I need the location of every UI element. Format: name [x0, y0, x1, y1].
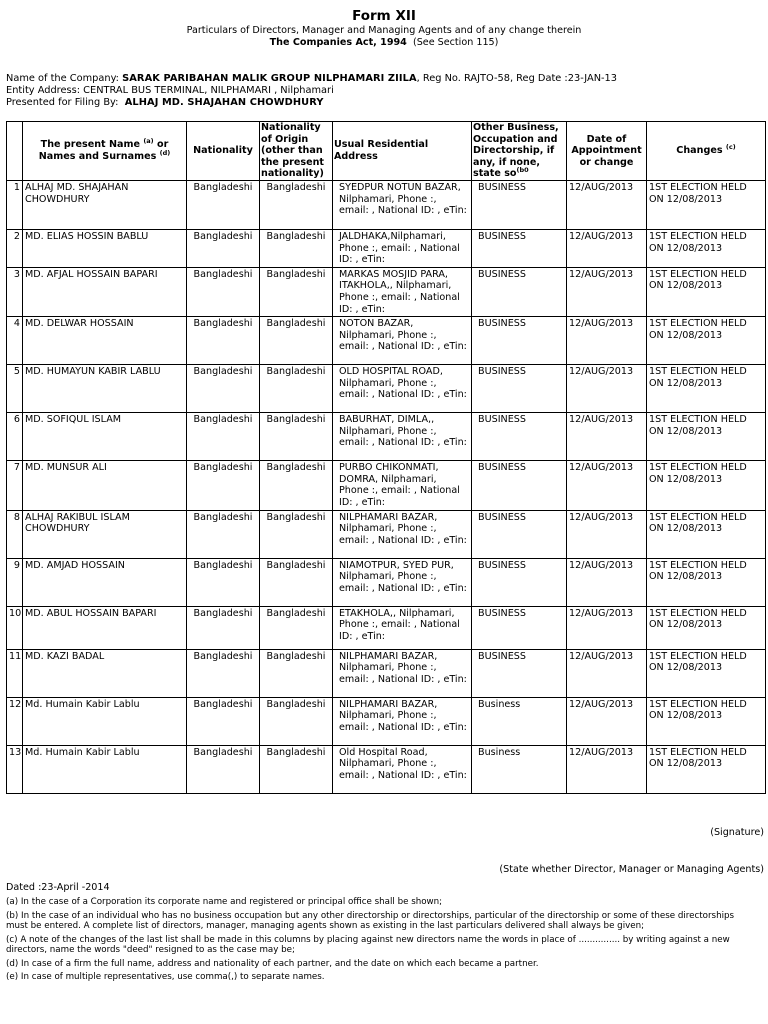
origin-cell: Bangladeshi	[260, 413, 333, 461]
occupation-cell: BUSINESS	[472, 558, 567, 606]
appointment-date: 12/AUG/2013	[567, 317, 647, 365]
appointment-date: 12/AUG/2013	[567, 745, 647, 793]
director-name: MD. AFJAL HOSSAIN BAPARI	[23, 267, 187, 316]
director-name: MD. ELIAS HOSSIN BABLU	[23, 230, 187, 268]
form-subtitle: Particulars of Directors, Manager and Managing Agents and of any change therein	[186, 25, 582, 36]
changes-cell: 1ST ELECTION HELD ON 12/08/2013	[647, 606, 766, 649]
directors-table	[6, 121, 766, 794]
director-name: MD. ABUL HOSSAIN BAPARI	[23, 606, 187, 649]
address-cell: PURBO CHIKONMATI, DOMRA, Nilphamari, Phone :, email: , National ID: , eTin:	[333, 461, 472, 510]
occupation-cell: BUSINESS	[472, 461, 567, 510]
occupation-cell: BUSINESS	[472, 230, 567, 268]
row-number: 10	[7, 606, 23, 649]
origin-cell: Bangladeshi	[260, 510, 333, 558]
changes-cell: 1ST ELECTION HELD ON 12/08/2013	[647, 510, 766, 558]
changes-cell: 1ST ELECTION HELD ON 12/08/2013	[647, 317, 766, 365]
row-number: 6	[7, 413, 23, 461]
origin-cell: Bangladeshi	[260, 606, 333, 649]
nationality-cell: Bangladeshi	[187, 317, 260, 365]
act-name: The Companies Act, 1994	[269, 37, 407, 48]
footnote-a: (a) In the case of a Corporation its corporate name and registered or principal office shall be shown;	[6, 897, 443, 907]
origin-cell: Bangladeshi	[260, 230, 333, 268]
row-number: 5	[7, 365, 23, 413]
header-date: Date of Appointment or change	[567, 122, 647, 181]
director-name: Md. Humain Kabir Lablu	[23, 745, 187, 793]
director-name: MD. DELWAR HOSSAIN	[23, 317, 187, 365]
occupation-cell: BUSINESS	[472, 606, 567, 649]
origin-cell: Bangladeshi	[260, 558, 333, 606]
company-registration: , Reg No. RAJTO-58, Reg Date :23-JAN-13	[416, 73, 618, 84]
footnote-c: (c) A note of the changes of the last list shall be made in this columns by placing against new directors name the words in place of ............... by writing against a new directors, name the words "deed" resigned to as the case may be;	[6, 934, 730, 955]
appointment-date: 12/AUG/2013	[567, 230, 647, 268]
nationality-cell: Bangladeshi	[187, 510, 260, 558]
occupation-cell: Business	[472, 745, 567, 793]
row-number: 11	[7, 649, 23, 697]
act-reference	[0, 37, 768, 49]
director-name: MD. KAZI BADAL	[23, 649, 187, 697]
header-name: The present Name $^{(a)}$ or Names and Surnames $^{(d)}$	[23, 122, 187, 181]
table-row	[7, 365, 766, 413]
occupation-cell: BUSINESS	[472, 649, 567, 697]
row-number: 12	[7, 697, 23, 745]
table-row	[7, 461, 766, 510]
dated-line: Dated :23-April -2014	[6, 882, 110, 893]
presenter-name: ALHAJ MD. SHAJAHAN CHOWDHURY	[124, 97, 324, 108]
form-title: Form XII	[352, 8, 416, 24]
occupation-cell: BUSINESS	[472, 317, 567, 365]
director-name: Md. Humain Kabir Lablu	[23, 697, 187, 745]
changes-cell: 1ST ELECTION HELD ON 12/08/2013	[647, 267, 766, 316]
company-name-line	[6, 73, 766, 85]
footnote-b: (b) In the case of an individual who has no business occupation but any other directorship or directorships, particular of the directorship or some of these directorships must be entered. A complete list of directors, manager, managing agents shown as existing in the last particulars delivered shall always be given;	[6, 910, 735, 931]
occupation-cell: BUSINESS	[472, 181, 567, 230]
appointment-date: 12/AUG/2013	[567, 510, 647, 558]
changes-cell: 1ST ELECTION HELD ON 12/08/2013	[647, 558, 766, 606]
footnotes	[6, 897, 758, 986]
row-number: 1	[7, 181, 23, 230]
row-number: 2	[7, 230, 23, 268]
row-number: 4	[7, 317, 23, 365]
signature-label: (Signature)	[710, 827, 764, 838]
appointment-date: 12/AUG/2013	[567, 649, 647, 697]
nationality-cell: Bangladeshi	[187, 365, 260, 413]
table-row	[7, 510, 766, 558]
changes-cell: 1ST ELECTION HELD ON 12/08/2013	[647, 413, 766, 461]
appointment-date: 12/AUG/2013	[567, 413, 647, 461]
address-cell: NILPHAMARI BAZAR, Nilphamari, Phone :, email: , National ID: , eTin:	[333, 697, 472, 745]
changes-cell: 1ST ELECTION HELD ON 12/08/2013	[647, 365, 766, 413]
director-name: MD. MUNSUR ALI	[23, 461, 187, 510]
row-number: 8	[7, 510, 23, 558]
origin-cell: Bangladeshi	[260, 649, 333, 697]
nationality-cell: Bangladeshi	[187, 745, 260, 793]
table-row	[7, 413, 766, 461]
table-row	[7, 267, 766, 316]
nationality-cell: Bangladeshi	[187, 606, 260, 649]
address-cell: SYEDPUR NOTUN BAZAR, Nilphamari, Phone :, email: , National ID: , eTin:	[333, 181, 472, 230]
company-name: SARAK PARIBAHAN MALIK GROUP NILPHAMARI ZIILA	[122, 73, 417, 84]
role-statement: (State whether Director, Manager or Managing Agents)	[499, 864, 764, 875]
appointment-date: 12/AUG/2013	[567, 697, 647, 745]
director-name: MD. HUMAYUN KABIR LABLU	[23, 365, 187, 413]
changes-cell: 1ST ELECTION HELD ON 12/08/2013	[647, 649, 766, 697]
header-origin: Nationality of Origin (other than the present nationality)	[260, 122, 333, 181]
entity-address-label: Entity Address:	[6, 85, 81, 96]
table-row	[7, 606, 766, 649]
origin-cell: Bangladeshi	[260, 697, 333, 745]
address-cell: BABURHAT, DIMLA,, Nilphamari, Phone :, email: , National ID: , eTin:	[333, 413, 472, 461]
origin-cell: Bangladeshi	[260, 181, 333, 230]
nationality-cell: Bangladeshi	[187, 461, 260, 510]
table-row	[7, 558, 766, 606]
address-cell: ETAKHOLA,, Nilphamari, Phone :, email: , National ID: , eTin:	[333, 606, 472, 649]
appointment-date: 12/AUG/2013	[567, 365, 647, 413]
row-number: 7	[7, 461, 23, 510]
director-name: ALHAJ RAKIBUL ISLAM CHOWDHURY	[23, 510, 187, 558]
presenter-line	[6, 97, 766, 109]
address-cell: NOTON BAZAR, Nilphamari, Phone :, email: , National ID: , eTin:	[333, 317, 472, 365]
occupation-cell: BUSINESS	[472, 413, 567, 461]
origin-cell: Bangladeshi	[260, 745, 333, 793]
table-header-row	[7, 122, 766, 181]
presenter-label: Presented for Filing By:	[6, 97, 119, 108]
header-other-business: Other Business, Occupation and Directorship, if any, if none, state $so^{(b0}$	[472, 122, 567, 181]
origin-cell: Bangladeshi	[260, 365, 333, 413]
header-nationality: Nationality	[187, 122, 260, 181]
company-name-label: Name of the Company:	[6, 73, 119, 84]
company-details	[6, 73, 766, 109]
changes-cell: 1ST ELECTION HELD ON 12/08/2013	[647, 461, 766, 510]
appointment-date: 12/AUG/2013	[567, 558, 647, 606]
occupation-cell: BUSINESS	[472, 510, 567, 558]
origin-cell: Bangladeshi	[260, 267, 333, 316]
table-row	[7, 181, 766, 230]
changes-cell: 1ST ELECTION HELD ON 12/08/2013	[647, 697, 766, 745]
nationality-cell: Bangladeshi	[187, 181, 260, 230]
occupation-cell: Business	[472, 697, 567, 745]
row-number: 9	[7, 558, 23, 606]
changes-cell: 1ST ELECTION HELD ON 12/08/2013	[647, 181, 766, 230]
address-cell: MARKAS MOSJID PARA, ITAKHOLA,, Nilphamari, Phone :, email: , National ID: , eTin:	[333, 267, 472, 316]
address-cell: NILPHAMARI BAZAR, Nilphamari, Phone :, email: , National ID: , eTin:	[333, 649, 472, 697]
address-cell: NILPHAMARI BAZAR, Nilphamari, Phone :, email: , National ID: , eTin:	[333, 510, 472, 558]
changes-cell: 1ST ELECTION HELD ON 12/08/2013	[647, 745, 766, 793]
row-number: 13	[7, 745, 23, 793]
footnote-d: (d) In case of a firm the full name, address and nationality of each partner, and the date on which each became a partner.	[6, 958, 539, 969]
nationality-cell: Bangladeshi	[187, 230, 260, 268]
table-row	[7, 317, 766, 365]
occupation-cell: BUSINESS	[472, 267, 567, 316]
nationality-cell: Bangladeshi	[187, 697, 260, 745]
director-name: MD. SOFIQUL ISLAM	[23, 413, 187, 461]
table-row	[7, 649, 766, 697]
entity-address: CENTRAL BUS TERMINAL, NILPHAMARI , Nilphamari	[83, 85, 334, 96]
nationality-cell: Bangladeshi	[187, 649, 260, 697]
origin-cell: Bangladeshi	[260, 461, 333, 510]
footnote-e: (e) In case of multiple representatives, use comma(,) to separate names.	[6, 972, 325, 982]
act-section: (See Section 115)	[412, 37, 499, 48]
origin-cell: Bangladeshi	[260, 317, 333, 365]
row-number: 3	[7, 267, 23, 316]
nationality-cell: Bangladeshi	[187, 267, 260, 316]
appointment-date: 12/AUG/2013	[567, 461, 647, 510]
address-cell: JALDHAKA,Nilphamari, Phone :, email: , National ID: , eTin:	[333, 230, 472, 268]
director-name: MD. AMJAD HOSSAIN	[23, 558, 187, 606]
appointment-date: 12/AUG/2013	[567, 606, 647, 649]
table-row	[7, 230, 766, 268]
changes-cell: 1ST ELECTION HELD ON 12/08/2013	[647, 230, 766, 268]
address-cell: NIAMOTPUR, SYED PUR, Nilphamari, Phone :, email: , National ID: , eTin:	[333, 558, 472, 606]
appointment-date: 12/AUG/2013	[567, 267, 647, 316]
header-address: Usual Residential Address	[333, 122, 472, 181]
table-row	[7, 697, 766, 745]
occupation-cell: BUSINESS	[472, 365, 567, 413]
header-number	[7, 122, 23, 181]
header-changes: Changes $^{(c)}$	[647, 122, 766, 181]
director-name: ALHAJ MD. SHAJAHAN CHOWDHURY	[23, 181, 187, 230]
address-cell: Old Hospital Road, Nilphamari, Phone :, email: , National ID: , eTin:	[333, 745, 472, 793]
table-row	[7, 745, 766, 793]
nationality-cell: Bangladeshi	[187, 413, 260, 461]
appointment-date: 12/AUG/2013	[567, 181, 647, 230]
nationality-cell: Bangladeshi	[187, 558, 260, 606]
entity-address-line	[6, 85, 766, 97]
address-cell: OLD HOSPITAL ROAD, Nilphamari, Phone :, email: , National ID: , eTin:	[333, 365, 472, 413]
